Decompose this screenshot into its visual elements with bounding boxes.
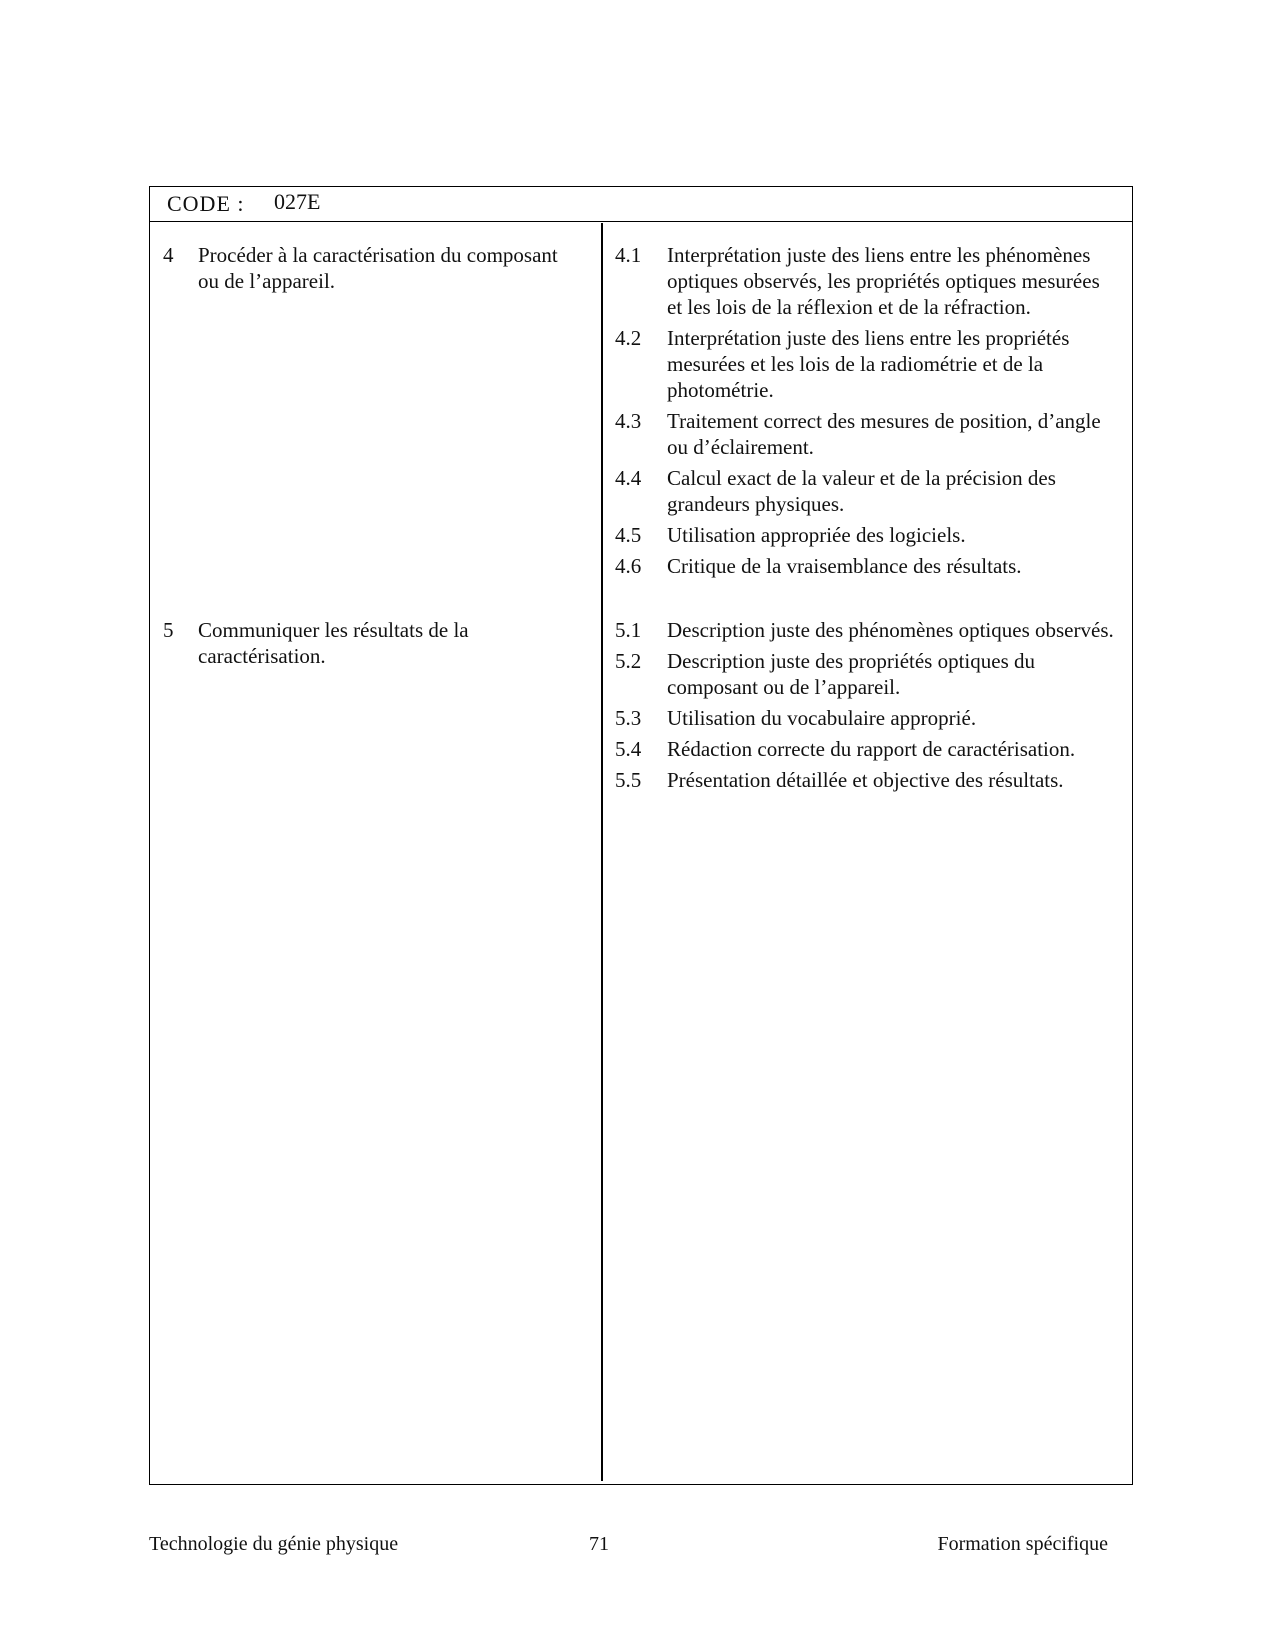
criteria-group-4	[612, 242, 1117, 584]
criterion-number: 5.1	[615, 618, 642, 642]
criterion-number: 5.4	[615, 737, 642, 761]
criterion	[612, 408, 1117, 460]
criterion-number: 4.4	[615, 466, 642, 490]
element-number: 4	[163, 243, 174, 267]
criteria-group-5	[612, 617, 1117, 798]
code-value: 027E	[274, 189, 321, 214]
criterion-text: Utilisation du vocabulaire approprié.	[667, 706, 977, 730]
element-number: 5	[163, 618, 174, 642]
criterion-number: 5.3	[615, 706, 642, 730]
code-header	[150, 187, 1132, 222]
criterion-number: 5.5	[615, 768, 642, 792]
footer-program-title: Technologie du génie physique	[149, 1533, 399, 1555]
competency-table	[149, 186, 1133, 1485]
element-text: Communiquer les résultats de la caractérisation.	[198, 618, 469, 668]
criterion-number: 5.2	[615, 649, 642, 673]
criterion	[612, 522, 1117, 548]
criterion-number: 4.2	[615, 326, 642, 350]
criterion	[612, 465, 1117, 517]
criterion	[612, 736, 1117, 762]
criterion	[612, 325, 1117, 403]
page-number: 71	[589, 1533, 609, 1555]
criterion-text: Rédaction correcte du rapport de caractérisation.	[667, 737, 1076, 761]
criterion-text: Interprétation juste des liens entre les propriétés mesurées et les lois de la radiométrie et de la photométrie.	[667, 326, 1070, 402]
criterion-number: 4.6	[615, 554, 642, 578]
criterion	[612, 705, 1117, 731]
criterion	[612, 767, 1117, 793]
criterion-number: 4.1	[615, 243, 642, 267]
criterion-number: 4.5	[615, 523, 642, 547]
criterion-text: Description juste des propriétés optiques du composant ou de l’appareil.	[667, 649, 1036, 699]
criterion-text: Description juste des phénomènes optiques observés.	[667, 618, 1114, 642]
criterion-text: Présentation détaillée et objective des résultats.	[667, 768, 1064, 792]
criterion	[612, 242, 1117, 320]
criterion-text: Calcul exact de la valeur et de la précision des grandeurs physiques.	[667, 466, 1056, 516]
criterion-text: Traitement correct des mesures de position, d’angle ou d’éclairement.	[667, 409, 1101, 459]
column-divider	[601, 223, 603, 1481]
criterion-text: Interprétation juste des liens entre les phénomènes optiques observés, les propriétés optiques mesurées et les lois de la réflexion et de la réfraction.	[667, 243, 1100, 319]
code-label: CODE :	[167, 191, 245, 216]
criterion-number: 4.3	[615, 409, 642, 433]
criterion-text: Utilisation appropriée des logiciels.	[667, 523, 966, 547]
footer-section-title: Formation spécifique	[937, 1533, 1108, 1555]
criterion-text: Critique de la vraisemblance des résultats.	[667, 554, 1022, 578]
criterion	[612, 617, 1117, 643]
criterion	[612, 648, 1117, 700]
element-text: Procéder à la caractérisation du composant ou de l’appareil.	[198, 243, 558, 293]
criterion	[612, 553, 1117, 579]
